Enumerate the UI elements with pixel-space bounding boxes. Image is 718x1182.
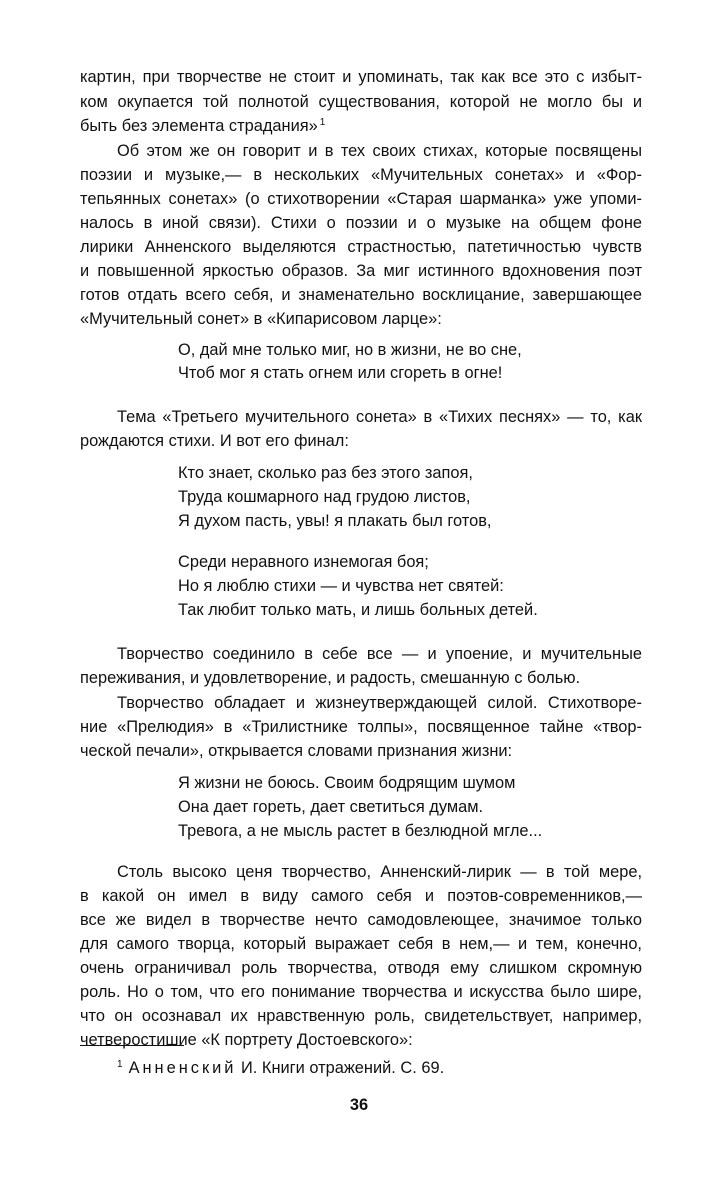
verse-line: Кто знает, сколько раз без этого запоя,: [178, 464, 473, 482]
verse-line: Она дает гореть, дает светиться думам.: [178, 798, 484, 816]
text-line: для самого творца, который выражает себя в нем,— и тем, конечно,: [80, 935, 642, 953]
verse-line: О, дай мне только миг, но в жизни, не во сне,: [178, 341, 522, 359]
text-line: готов отдать всего себя, и знаменательно восклицание, завершающее: [80, 286, 642, 304]
text-line: очень ограничивал роль творчества, отводя ему слишком скромную: [80, 959, 642, 977]
footnote-mark: 1: [117, 1058, 123, 1070]
text-line: «Мучительный сонет» в «Кипарисовом ларце»:: [80, 310, 442, 328]
text-line: переживания, и удовлетворение, и радость, смешанную с болью.: [80, 669, 581, 687]
footnote: [117, 1057, 444, 1079]
text-line: Творчество соединило в себе все — и упоение, и мучительные: [117, 645, 642, 663]
text-line: в какой он имел в виду самого себя и поэтов-современников,—: [80, 887, 642, 905]
text-line: Тема «Третьего мучительного сонета» в «Тихих песнях» — то, как: [117, 408, 642, 426]
text-line: тепьянных сонетах» (о стихотворении «Старая шарманка» уже упоми-: [80, 190, 642, 208]
verse-line: Тревога, а не мысль растет в безлюдной мгле...: [178, 822, 543, 840]
verse-line: Чтоб мог я стать огнем или сгореть в огне!: [178, 364, 503, 382]
footnote-reference: 1: [319, 116, 326, 128]
verse-line: Труда кошмарного над грудою листов,: [178, 488, 471, 506]
verse-line: Я жизни не боюсь. Своим бодрящим шумом: [178, 774, 516, 792]
verse-line: Среди неравного изнемогая боя;: [178, 553, 429, 571]
text-segment: быть без элемента страдания»: [80, 117, 318, 135]
text-line: ком окупается той полнотой существования, которой не могло бы и: [80, 93, 642, 111]
text-line: поэзии и музыке,— в нескольких «Мучительных сонетах» и «Фор-: [80, 166, 642, 184]
footnote-author: Анненский: [128, 1059, 237, 1077]
text-line: что он осознавал их нравственную роль, свидетельствует, например,: [80, 1007, 642, 1025]
text-line: ческой печали», открывается словами признания жизни:: [80, 742, 513, 760]
verse-line: Я духом пасть, увы! я плакать был готов,: [178, 512, 492, 530]
text-line: рождаются стихи. И вот его финал:: [80, 432, 349, 450]
text-line: роль. Но о том, что его понимание творчества и искусства было шире,: [80, 983, 642, 1001]
text-line: [80, 115, 642, 137]
text-line: Об этом же он говорит и в тех своих стихах, которые посвящены: [117, 142, 642, 160]
text-line: ние «Прелюдия» в «Трилистнике толпы», посвященное тайне «твор-: [80, 718, 642, 736]
text-line: и повышенной яркостью образов. За миг истинного вдохновения поэт: [80, 262, 642, 280]
text-line: картин, при творчестве не стоит и упоминать, так как все это с избыт-: [80, 68, 642, 86]
text-line: Творчество обладает и жизнеутверждающей силой. Стихотворе-: [117, 694, 642, 712]
text-line: налось в иной связи). Стихи о поэзии и о музыке на общем фоне: [80, 214, 642, 232]
verse-line: Так любит только мать, и лишь больных детей.: [178, 601, 538, 619]
text-line: четверостишие «К портрету Достоевского»:: [80, 1031, 413, 1049]
page-number: 36: [349, 1096, 369, 1114]
text-line: Столь высоко ценя творчество, Анненский-лирик — в той мере,: [117, 863, 642, 881]
verse-line: Но я люблю стихи — и чувства нет святей:: [178, 577, 504, 595]
text-line: все же видел в творчестве нечто самодовлеющее, значимое только: [80, 911, 642, 929]
text-line: лирики Анненского выделяются страстностью, патетичностью чувств: [80, 238, 642, 256]
footnote-text: И. Книги отражений. С. 69.: [241, 1059, 445, 1077]
